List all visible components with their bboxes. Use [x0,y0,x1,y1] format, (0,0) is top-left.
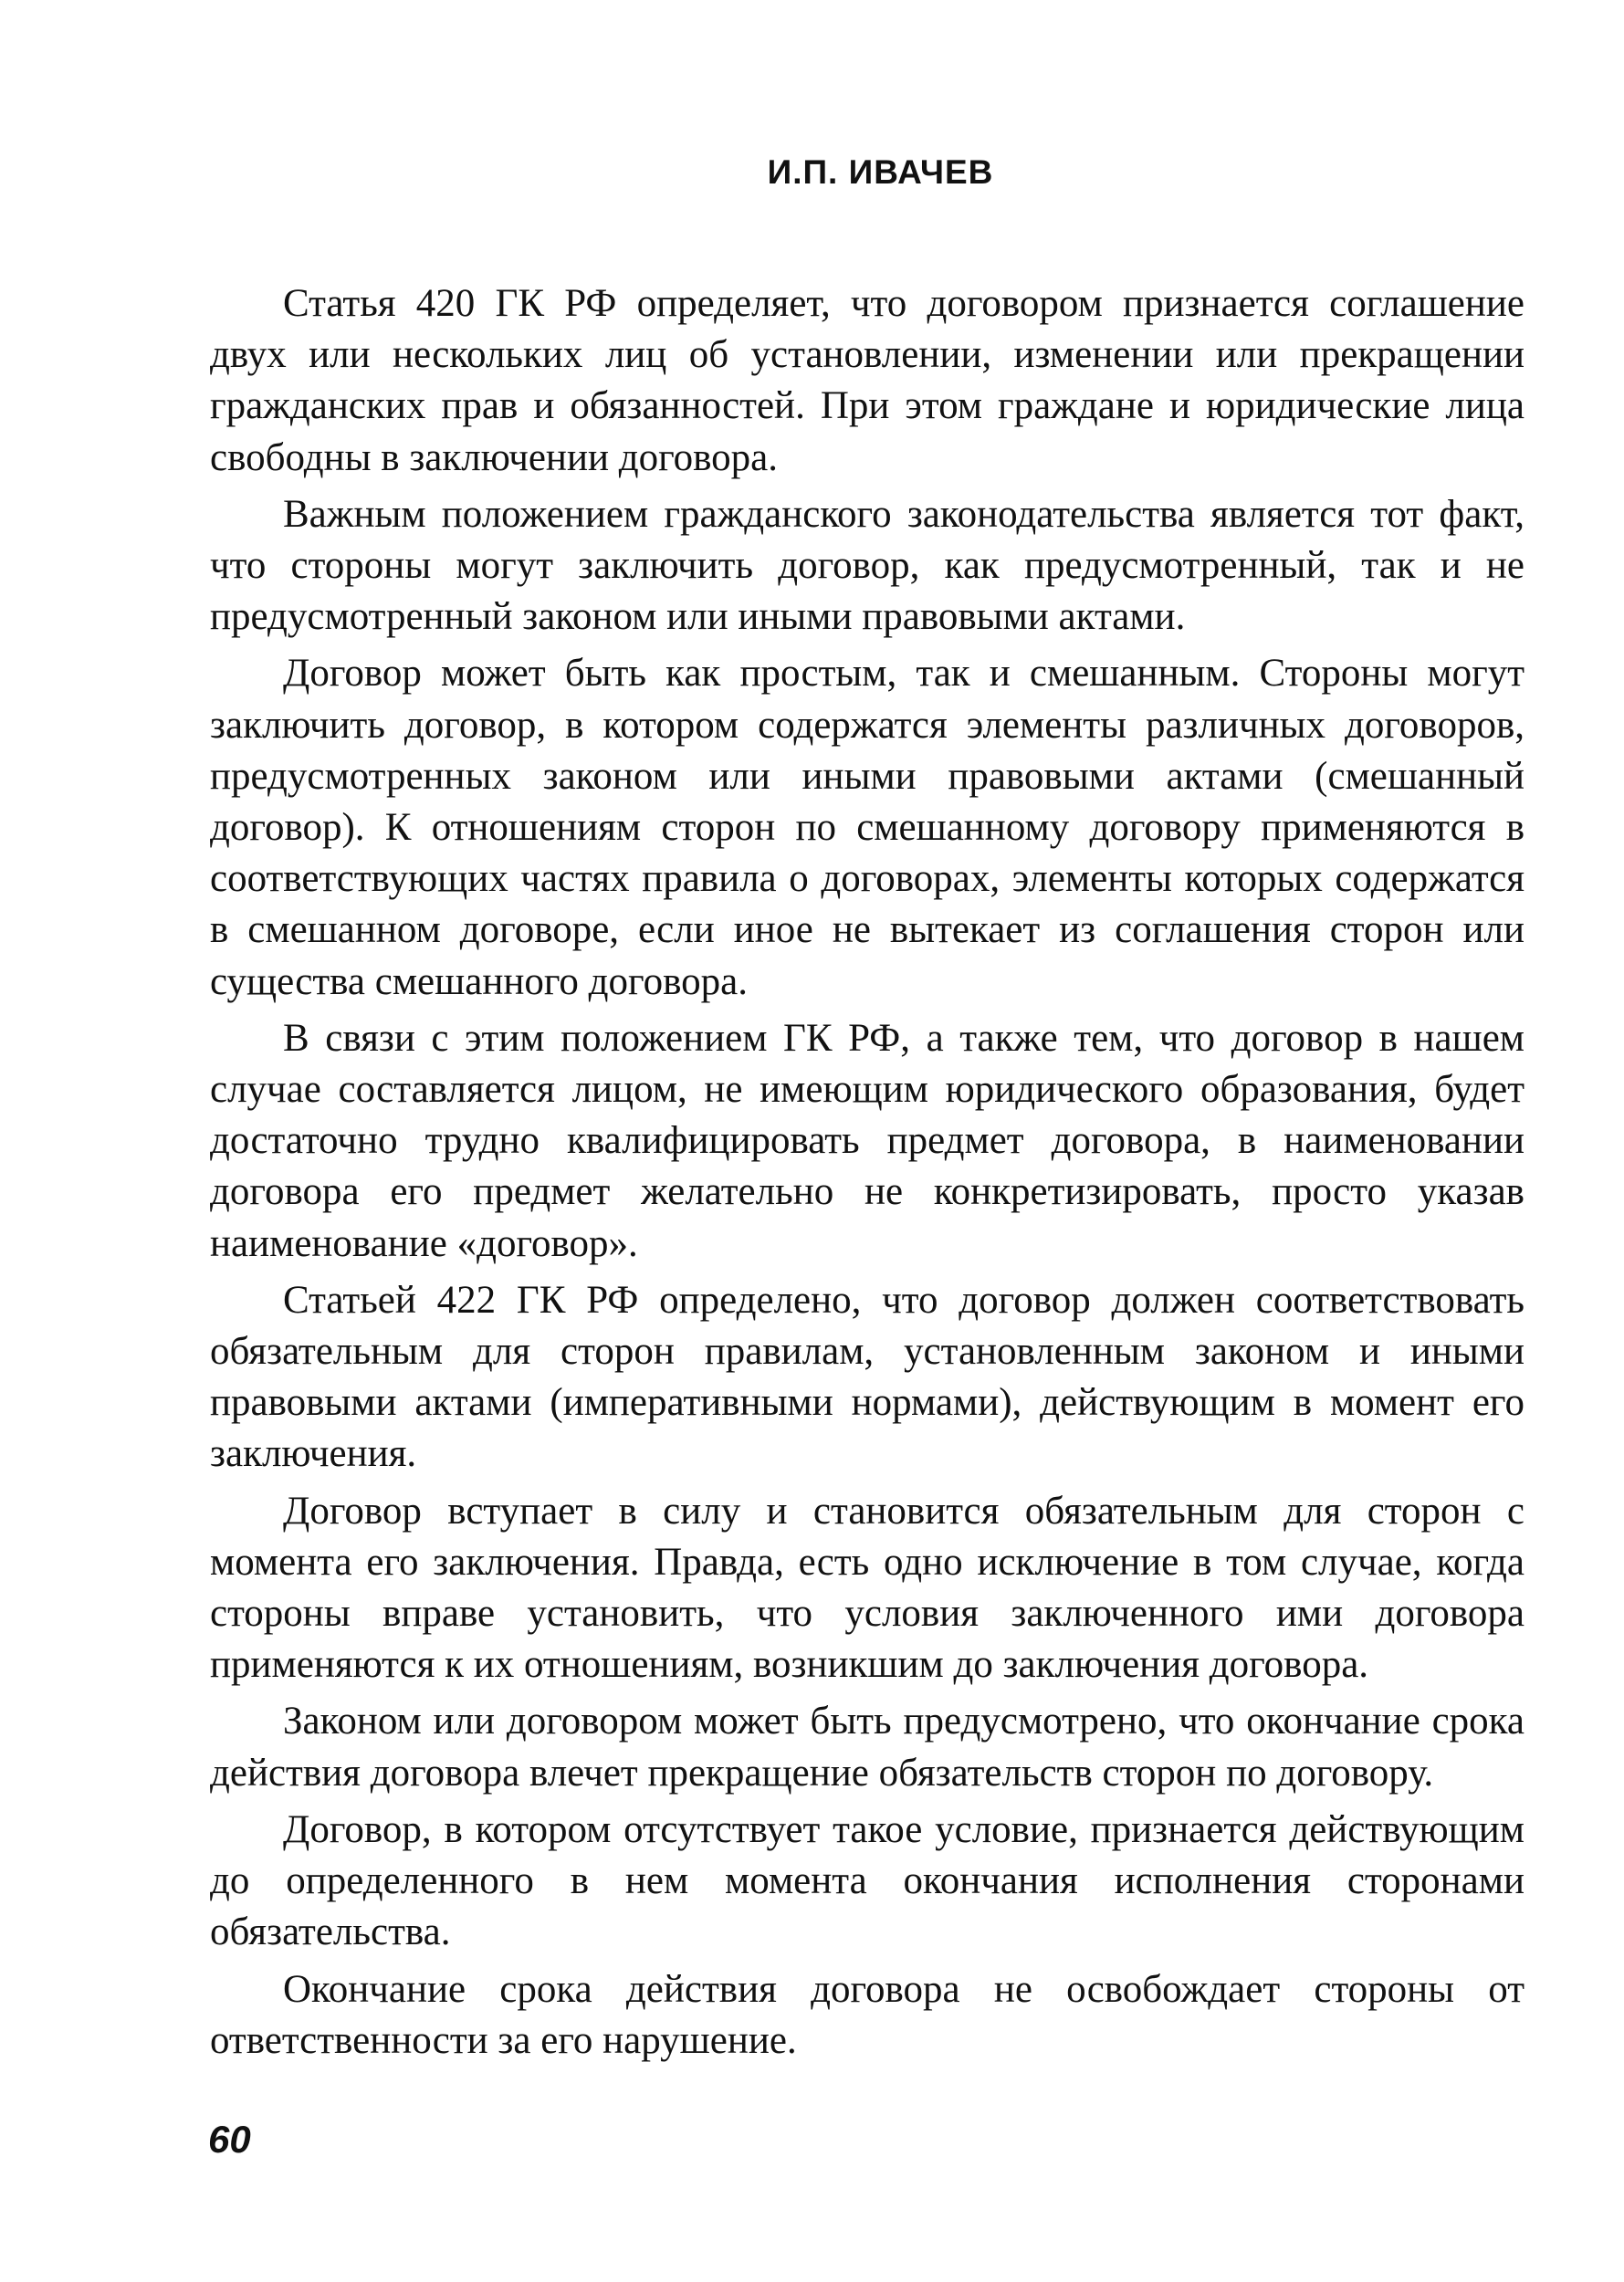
paragraph: Статьей 422 ГК РФ определено, что договор должен соответствовать обязательным для сторон правилам, установленным законом и иными правовыми актами (императивными нормами), действующим в момент его заключения. [210,1278,1524,1476]
paragraph: В связи с этим положением ГК РФ, а также тем, что договор в нашем случае составляется лицом, не имеющим юридического образования, будет достаточно трудно квалифицировать предмет договора, в наименовании договора его предмет желательно не конкретизировать, просто указав наименование «договор». [210,1016,1524,1265]
paragraph: Законом или договором может быть предусмотрено, что окончание срока действия договора влечет прекращение обязательств сторон по договору. [210,1700,1524,1795]
body-text [210,278,1524,2072]
paragraph: Договор, в котором отсутствует такое условие, признается действующим до определенного в нем момента окончания исполнения сторонами обязательства. [210,1807,1524,1954]
running-header-author: И.П. ИВАЧЕВ [767,153,994,191]
paragraph: Договор может быть как простым, так и смешанным. Стороны могут заключить договор, в котором содержатся элементы различных договоров, предусмотренных законом или иными правовыми актами (смешанный договор). К отношениям сторон по смешанному договору применяются в соответствующих частях правила о договорах, элементы которых содержатся в смешанном договоре, если иное не вытекает из соглашения сторон или существа смешанного договора. [210,652,1524,1003]
page-number: 60 [208,2118,251,2161]
paragraph: Договор вступает в силу и становится обязательным для сторон с момента его заключения. Правда, есть одно исключение в том случае, когда стороны вправе установить, что условия заключенного ими договора применяются к их отношениям, возникшим до заключения договора. [210,1489,1524,1687]
paragraph: Статья 420 ГК РФ определяет, что договором признается соглашение двух или нескольких лиц об установлении, изменении или прекращении гражданских прав и обязанностей. При этом граждане и юридические лица свободны в заключении договора. [210,282,1524,479]
paragraph: Важным положением гражданского законодательства является тот факт, что стороны могут заключить договор, как предусмотренный, так и не предусмотренный законом или иными правовыми актами. [210,492,1524,639]
paragraph: Окончание срока действия договора не освобождает стороны от ответственности за его нарушение. [210,1967,1524,2062]
